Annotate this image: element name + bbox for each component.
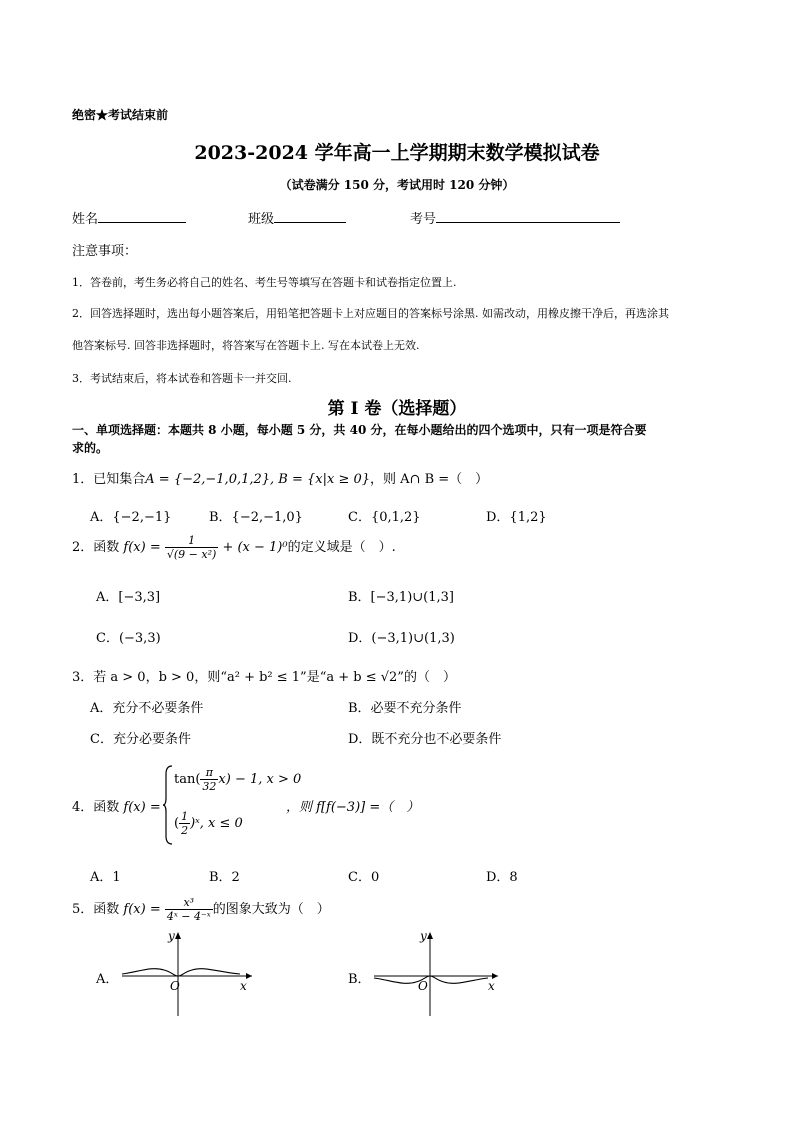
q4-case1-frac [200, 766, 218, 793]
y-axis-arrow-icon [427, 932, 433, 939]
page-title: 2023-2024 学年高一上学期期末数学模拟试卷 [194, 142, 600, 164]
q5-frac-num: x³ [165, 896, 213, 910]
name-blank [98, 208, 186, 223]
q2-option-b: B．[−3,1)∪(1,3] [348, 590, 454, 605]
section-instruction-2: 求的。 [72, 441, 109, 455]
q1-sets: A = {−2,−1,0,1,2}, B = {x|x ≥ 0} [145, 472, 371, 487]
class-label: 班级 [248, 212, 275, 227]
question-2 [72, 534, 396, 561]
name-label: 姓名 [72, 212, 99, 227]
page-subtitle: （试卷满分 150 分，考试用时 120 分钟） [279, 178, 515, 192]
q4-case2-den: 2 [181, 824, 189, 837]
q4-brace [162, 764, 174, 846]
q4-case1-post: x) − 1, x > 0 [218, 772, 302, 787]
q4-suffix [286, 796, 419, 815]
q3-option-b: B．必要不充分条件 [348, 701, 462, 716]
y-axis-label: y [420, 929, 427, 943]
q4-case2-frac [179, 810, 190, 837]
class-blank [274, 208, 346, 223]
section-instruction-1: 一、单项选择题：本题共 8 小题，每小题 5 分，共 40 分，在每小题给出的四个选项中，只有一项是符合要 [72, 423, 647, 437]
q4-case2-post: )ˣ, x ≤ 0 [190, 816, 243, 831]
q1-option-a: A．{−2,−1} [90, 510, 172, 525]
id-label: 考号 [410, 212, 437, 227]
q4-prefix-line [72, 796, 161, 815]
q4-prefix: 4．函数 [72, 800, 120, 815]
q4-option-b: B．2 [209, 870, 240, 885]
q1-option-b: B．{−2,−1,0} [209, 510, 303, 525]
note-item-2: 2．回答选择题时，选出每小题答案后，用铅笔把答题卡上对应题目的答案标号涂黑. 如需改动，用橡皮擦干净后，再选涂其 [72, 307, 669, 320]
x-axis-arrow-icon [246, 973, 252, 979]
q4-fx: f(x) = [123, 800, 161, 815]
q5-fraction [165, 896, 213, 923]
q1-option-d: D．{1,2} [486, 510, 547, 525]
q5-graph-a [118, 928, 258, 1018]
q2-frac-den: √(9 − x²) [166, 548, 217, 561]
q5-graph-b-label: B． [348, 972, 371, 987]
q2-fx: f(x) = [123, 540, 161, 555]
q5-frac-den: 4ˣ − 4⁻ˣ [166, 910, 211, 923]
q2-tail: + (x − 1)⁰ [222, 540, 288, 555]
q2-frac-num: 1 [165, 534, 218, 548]
q1-prefix: 1．已知集合 [72, 472, 146, 487]
q1-suffix: ，则 A∩ B =（ ） [370, 472, 489, 487]
q4-case1-num: π [200, 766, 218, 780]
q2-suffix: 的定义域是（ ）. [287, 540, 396, 555]
q5-graph-a-label: A． [96, 972, 119, 987]
q3-option-d: D．既不充分也不必要条件 [348, 732, 502, 747]
q4-suffix-text: ，则 f[f(−3)] =（ ） [286, 800, 420, 815]
q2-option-d: D．(−3,1)∪(1,3) [348, 631, 455, 646]
q4-case1-pre: tan( [174, 772, 201, 787]
q4-case1-den: 32 [202, 780, 217, 793]
name-field [72, 208, 186, 227]
origin-label: O [418, 979, 428, 993]
q3-option-c: C．充分必要条件 [90, 732, 191, 747]
q4-case-2 [174, 810, 243, 837]
id-blank [436, 208, 620, 223]
id-field [410, 208, 620, 227]
question-3: 3．若 a > 0，b > 0，则“a² + b² ≤ 1”是“a + b ≤ √2”的（ ） [72, 670, 456, 685]
note-item-2-cont: 他答案标号. 回答非选择题时，将答案写在答题卡上. 写在本试卷上无效. [72, 339, 420, 352]
q2-option-c: C．(−3,3) [96, 631, 161, 646]
x-axis-label: x [488, 979, 495, 993]
question-5 [72, 896, 330, 923]
q2-fraction [165, 534, 218, 561]
q4-option-a: A．1 [90, 870, 121, 885]
q2-option-a: A．[−3,3] [96, 590, 161, 605]
q5-prefix: 5．函数 [72, 902, 120, 917]
q5-suffix: 的图象大致为（ ） [212, 902, 330, 917]
q4-case2-num: 1 [181, 810, 189, 823]
q3-option-a: A．充分不必要条件 [90, 701, 204, 716]
q4-option-c: C．0 [348, 870, 380, 885]
q5-fx: f(x) = [123, 902, 161, 917]
q2-prefix: 2．函数 [72, 540, 120, 555]
q5-graph-b [370, 928, 510, 1018]
curve [374, 976, 488, 983]
q4-option-d: D．8 [486, 870, 518, 885]
section-title: 第 I 卷（选择题） [327, 399, 467, 419]
question-1 [72, 468, 488, 487]
class-field [248, 208, 346, 227]
y-axis-arrow-icon [175, 932, 181, 939]
origin-label: O [170, 979, 180, 993]
secret-label: 绝密★考试结束前 [72, 108, 169, 122]
x-axis-label: x [240, 979, 247, 993]
notes-heading: 注意事项： [72, 244, 138, 259]
note-item-3: 3．考试结束后，将本试卷和答题卡一并交回. [72, 372, 292, 385]
q4-case-1 [174, 766, 301, 793]
q1-option-c: C．{0,1,2} [348, 510, 421, 525]
y-axis-label: y [168, 929, 175, 943]
curve [122, 969, 240, 976]
q4-case2-pre: ( [174, 816, 180, 831]
note-item-1: 1．答卷前，考生务必将自己的姓名、考生号等填写在答题卡和试卷指定位置上. [72, 276, 457, 289]
